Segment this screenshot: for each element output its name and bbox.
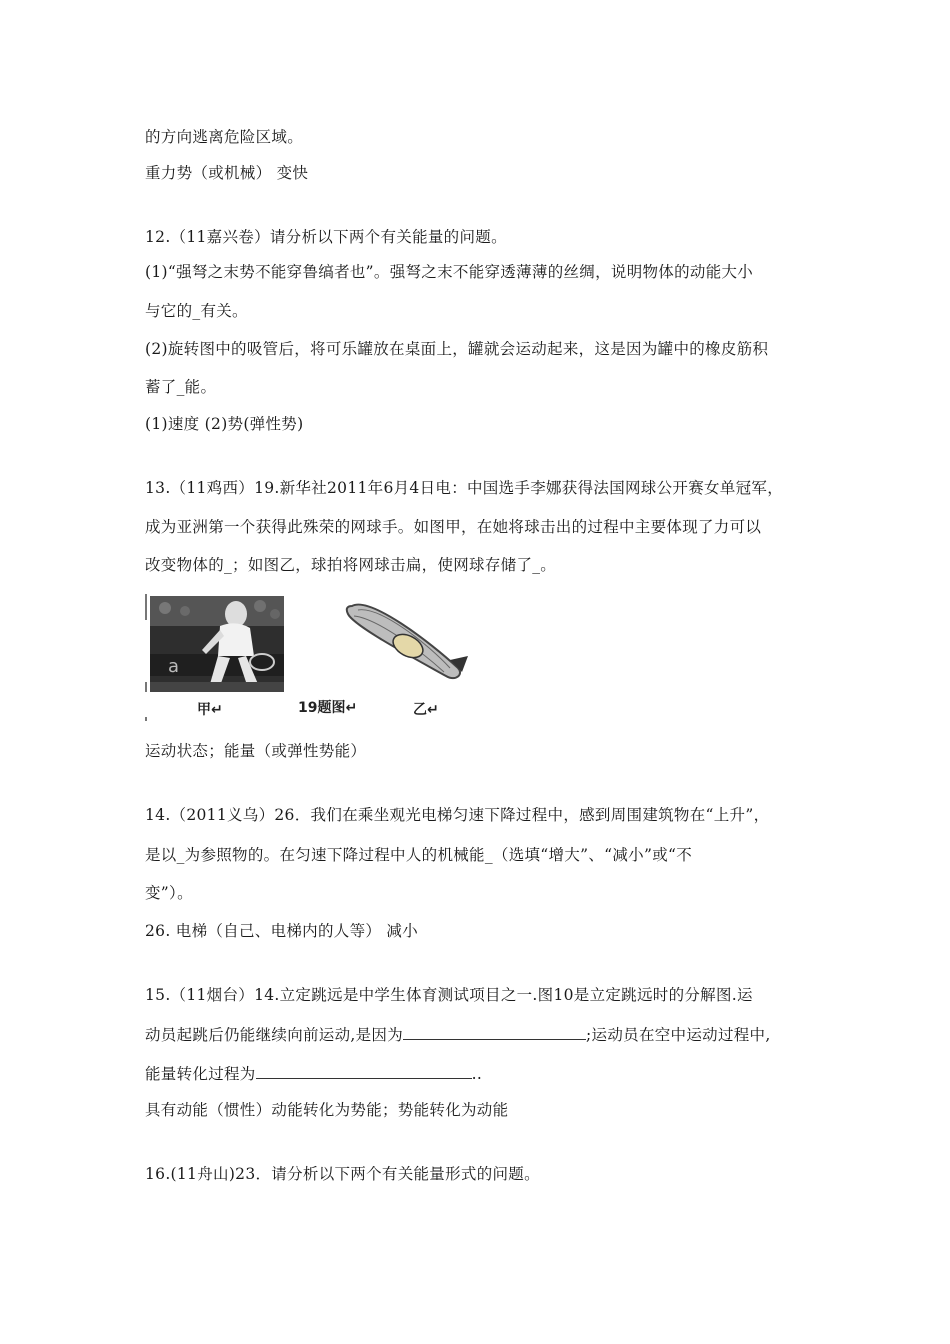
racket-ball-illustration [340,592,470,684]
text-line: 的方向逃离危险区域。 [145,128,304,146]
figure-caption-yi: 乙↵ [413,702,439,718]
question-15-line3-text: 能量转化过程为 [145,1065,256,1083]
question-12-part2: (2)旋转图中的吸管后，将可乐罐放在桌面上，罐就会运动起来，这是因为罐中的橡皮筋积 [145,340,769,358]
question-14-line1: 14.（2011义乌）26．我们在乘坐观光电梯匀速下降过程中，感到周围建筑物在“上升”， [145,806,770,824]
question-13-line1: 13.（11鸡西）19.新华社2011年6月4日电：中国选手李娜获得法国网球公开赛女单冠军， [145,479,783,497]
question-15-line2 [145,1025,771,1045]
margin-mark [145,682,147,692]
question-12-part2-cont: 蓄了_能。 [145,378,217,396]
tennis-player-photo [150,596,284,692]
answer-13: 运动状态；能量（或弹性势能） [145,742,367,760]
figure-caption-title: 19题图↵ [298,700,358,716]
question-12-title: 12.（11嘉兴卷）请分析以下两个有关能量的问题。 [145,228,507,246]
margin-mark [145,594,147,620]
question-15-line1: 15.（11烟台）14.立定跳远是中学生体育测试项目之一.图10是立定跳远时的分解图.运 [145,986,753,1004]
answer-12: (1)速度 (2)势(弹性势) [145,415,304,433]
figure-19 [145,592,475,722]
svg-text:a: a [168,656,180,677]
question-16-title: 16.(11舟山)23．请分析以下两个有关能量形式的问题。 [145,1165,540,1183]
question-12-part1-cont: 与它的_有关。 [145,302,248,320]
question-15-line2-text: 动员起跳后仍能继续向前运动,是因为 [145,1026,404,1044]
question-14-line3: 变”）。 [145,884,193,902]
answer-blank[interactable] [256,1064,472,1079]
margin-mark [145,717,147,721]
question-12-part1: (1)“强弩之末势不能穿鲁缟者也”。强弩之末不能穿透薄薄的丝绸，说明物体的动能大小 [145,263,754,281]
question-15-line3 [145,1064,482,1084]
question-14-line2: 是以_为参照物的。在匀速下降过程中人的机械能_（选填“增大”、“减小”或“不 [145,846,693,864]
question-13-line2: 成为亚洲第一个获得此殊荣的网球手。如图甲，在她将球击出的过程中主要体现了力可以 [145,518,762,536]
answer-14: 26. 电梯（自己、电梯内的人等） 减小 [145,922,419,940]
question-15-line3-tail: .. [471,1065,483,1083]
answer-15: 具有动能（惯性）动能转化为势能；势能转化为动能 [145,1101,509,1119]
tennis-player-illustration [150,596,284,692]
question-13-line3: 改变物体的_；如图乙，球拍将网球击扁，使网球存储了_。 [145,556,557,574]
question-15-line2-tail: ;运动员在空中运动过程中, [586,1026,771,1044]
answer-line: 重力势（或机械） 变快 [145,164,309,182]
answer-blank[interactable] [403,1025,586,1040]
figure-caption-jia: 甲↵ [197,702,223,718]
